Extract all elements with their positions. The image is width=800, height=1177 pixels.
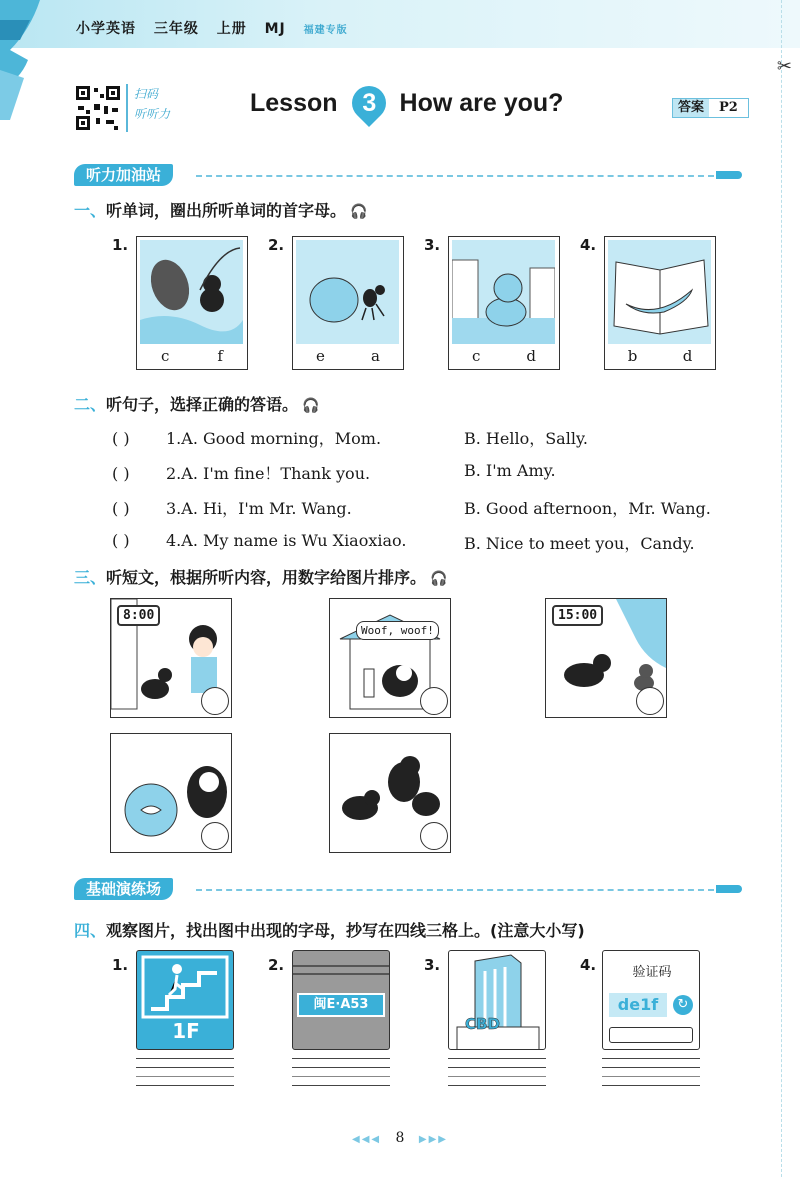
order-circle[interactable] [636,687,664,715]
answer-label: 答案 [673,99,709,117]
page-number: 8 [395,1130,405,1146]
ant-balloon-image [296,240,399,344]
building-sign: CBD [465,1015,500,1033]
answer-blank[interactable]: ( ) [112,464,130,483]
option-b: B. Good afternoon，Mr. Wang. [464,499,711,518]
scan-line1: 扫码 [134,87,159,101]
letter-option[interactable]: d [526,347,536,365]
story-picture [329,598,451,718]
lesson-name: How are you? [399,88,564,117]
answer-reference [672,98,749,118]
scan-line2: 听听力 [134,107,171,121]
toy-dog-image [452,240,555,344]
q1-item-card [136,236,248,370]
answer-blank[interactable]: ( ) [112,429,130,448]
letter-choices [605,343,715,369]
banana-book-image [608,240,711,344]
time-label: 15:00 [552,605,603,626]
q4-item-num: 2. [268,956,285,974]
letter-option[interactable]: b [627,347,638,365]
q4-title [74,918,585,941]
scissors-icon: ✂ [776,56,792,77]
q4-item-num: 3. [424,956,441,974]
choice-row [112,426,752,449]
answer-blank[interactable]: ( ) [112,531,130,550]
order-circle[interactable] [201,687,229,715]
captcha-label: 验证码 [632,965,672,980]
choice-row [112,461,752,484]
captcha-code: de1f [609,993,667,1017]
lesson-title [250,86,563,120]
page-footer [0,1130,800,1146]
option-b: B. I'm Amy. [464,461,556,480]
choice-num: 4. [166,531,182,550]
speech-bubble: Woof, woof! [356,621,439,640]
letter-option[interactable]: f [217,347,223,365]
letter-option[interactable]: d [682,347,693,365]
section-practice: 基础演练场 [74,878,173,900]
license-plate-pic [292,950,390,1050]
q2-number: 二、 [74,395,107,414]
q4-item-num: 4. [580,956,597,974]
letter-choices [137,343,247,369]
qr-code-icon[interactable] [74,84,122,132]
floor-label: 1F [172,1019,200,1043]
q4-text: 观察图片，找出图中出现的字母，抄写在四线三格上。(注意大小写) [106,921,585,940]
cat-fishing-image [140,240,243,344]
q1-title [74,198,367,221]
story-picture [110,733,232,853]
lesson-prefix: Lesson [250,88,338,117]
license-plate: 闽E·A53 [297,993,385,1017]
q1-number: 一、 [74,201,107,220]
captcha-pic [602,950,700,1050]
right-arrows: ▶▶▶ [418,1134,448,1145]
option-b: B. Hello，Sally. [464,429,588,448]
section-divider [196,889,714,891]
q1-text: 听单词，圈出所听单词的首字母。 [106,201,347,220]
letter-option[interactable]: a [371,347,380,365]
choice-row [112,496,752,519]
lesson-number-badge [344,79,392,127]
option-b: B. Nice to meet you，Candy. [464,534,695,553]
letter-choices [449,343,559,369]
left-arrows: ◀◀◀ [352,1134,382,1145]
writing-lines[interactable] [292,1058,390,1098]
order-circle[interactable] [420,822,448,850]
q2-text: 听句子，选择正确的答语。 [106,395,299,414]
option-a: A. My name is Wu Xiaoxiao. [181,531,407,550]
option-a: A. I'm fine！Thank you. [181,464,371,483]
choice-num: 2. [166,464,182,483]
section-divider [196,175,714,177]
q1-item-num: 2. [268,236,285,254]
q1-item-num: 3. [424,236,441,254]
choice-num: 1. [166,429,182,448]
q1-item-num: 1. [112,236,129,254]
floor-sign [136,950,234,1050]
choice-row [112,531,752,553]
option-a: A. Hi，I'm Mr. Wang. [181,499,352,518]
header-grade: 三年级 [153,21,199,37]
letter-option[interactable]: c [471,347,481,365]
time-label: 8:00 [117,605,160,626]
answer-blank[interactable]: ( ) [112,499,130,518]
headphone-icon[interactable]: 🎧 [302,398,320,414]
writing-lines[interactable] [602,1058,700,1098]
q4-number: 四、 [74,921,107,940]
q2-title [74,392,319,415]
order-circle[interactable] [201,822,229,850]
q1-item-num: 4. [580,236,597,254]
choice-num: 3. [166,499,182,518]
q3-text: 听短文，根据所听内容，用数字给图片排序。 [106,568,427,587]
q1-item-card [292,236,404,370]
writing-lines[interactable] [448,1058,546,1098]
book-header [76,18,360,38]
scan-hint [126,84,176,132]
pagoda-decoration [0,0,64,120]
letter-option[interactable]: e [316,347,325,365]
q4-item-num: 1. [112,956,129,974]
cut-line [781,0,782,1177]
q1-item-card [604,236,716,370]
q3-number: 三、 [74,568,107,587]
q1-item-card [448,236,560,370]
story-picture [110,598,232,718]
header-region: 福建专版 [303,25,348,36]
letter-option[interactable]: c [161,347,170,365]
pencil-icon [716,171,742,179]
section-listening: 听力加油站 [74,164,173,186]
order-circle[interactable] [420,687,448,715]
answer-page: P2 [709,99,748,117]
header-subject: 小学英语 [76,21,136,37]
lesson-number: 3 [361,88,376,117]
building-image [449,951,546,1050]
headphone-icon[interactable]: 🎧 [350,204,368,220]
q3-title [74,565,447,588]
building-pic [448,950,546,1050]
story-picture [329,733,451,853]
pencil-icon [716,885,742,893]
option-a: A. Good morning，Mom. [181,429,382,448]
headphone-icon[interactable]: 🎧 [430,571,448,587]
writing-lines[interactable] [136,1058,234,1098]
header-term: 上册 [216,21,247,37]
captcha-input[interactable] [609,1027,693,1043]
header-edition: MJ [264,21,286,37]
refresh-icon[interactable]: ↻ [673,995,693,1015]
letter-choices [293,343,403,369]
story-picture [545,598,667,718]
